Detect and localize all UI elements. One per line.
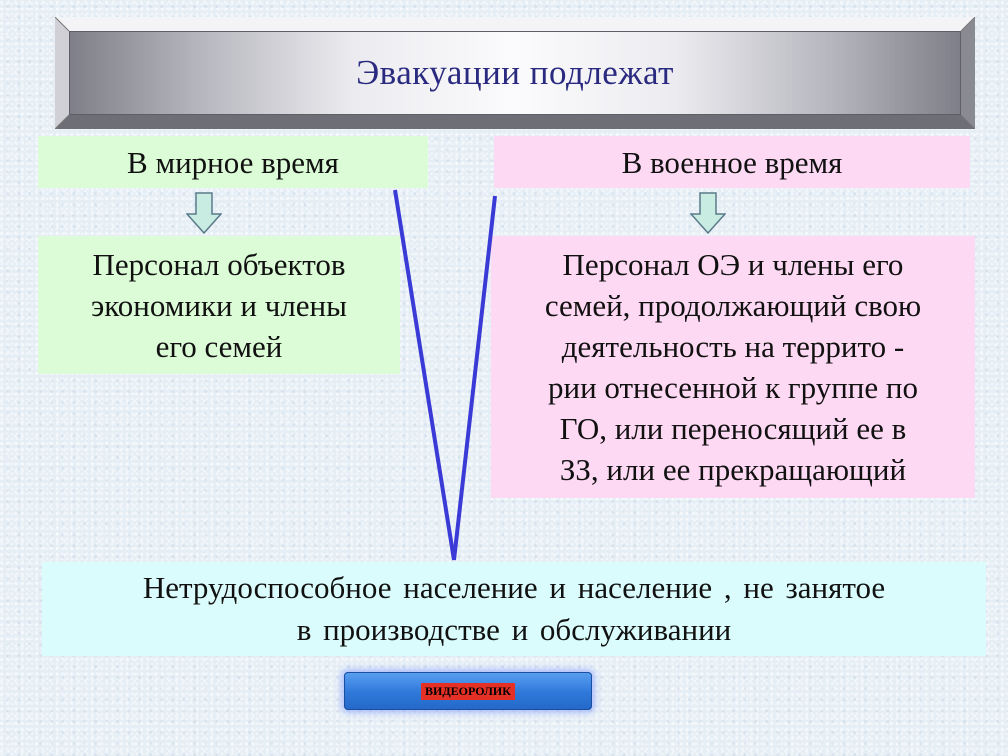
war-line: ГО, или переносящий ее в — [559, 411, 907, 446]
peace-line: Персонал объектов — [92, 246, 346, 282]
bottom-line: в производстве и обслуживании — [296, 612, 732, 647]
war-line: Персонал ОЭ и члены его — [562, 247, 904, 282]
peace-time-header-label: В мирное время — [127, 144, 339, 180]
title-panel — [69, 31, 961, 115]
title-frame — [55, 17, 975, 129]
bottom-content — [42, 562, 986, 656]
peace-line: экономики и члены — [91, 287, 347, 323]
war-time-header — [494, 136, 970, 188]
peace-time-content — [38, 236, 400, 374]
down-arrow-icon — [186, 192, 222, 234]
war-line: ЗЗ, или ее прекращающий — [559, 452, 907, 487]
video-button[interactable] — [344, 672, 592, 710]
right-connector-line — [454, 196, 495, 560]
left-connector-line — [395, 190, 454, 560]
bottom-line: Нетрудоспособное население и население , не занятое — [142, 570, 886, 605]
peace-time-header — [38, 136, 428, 188]
war-line: семей, продолжающий свою — [544, 288, 922, 323]
war-time-content — [491, 236, 975, 498]
page-title: Эвакуации подлежат — [356, 53, 674, 92]
war-time-header-label: В военное время — [621, 144, 843, 180]
peace-line: его семей — [155, 328, 283, 364]
war-line: рии отнесенной к группе по — [547, 370, 918, 405]
video-button-label: ВИДЕОРОЛИК — [421, 683, 515, 700]
down-arrow-icon — [690, 192, 726, 234]
war-line: деятельность на террито - — [561, 329, 905, 364]
